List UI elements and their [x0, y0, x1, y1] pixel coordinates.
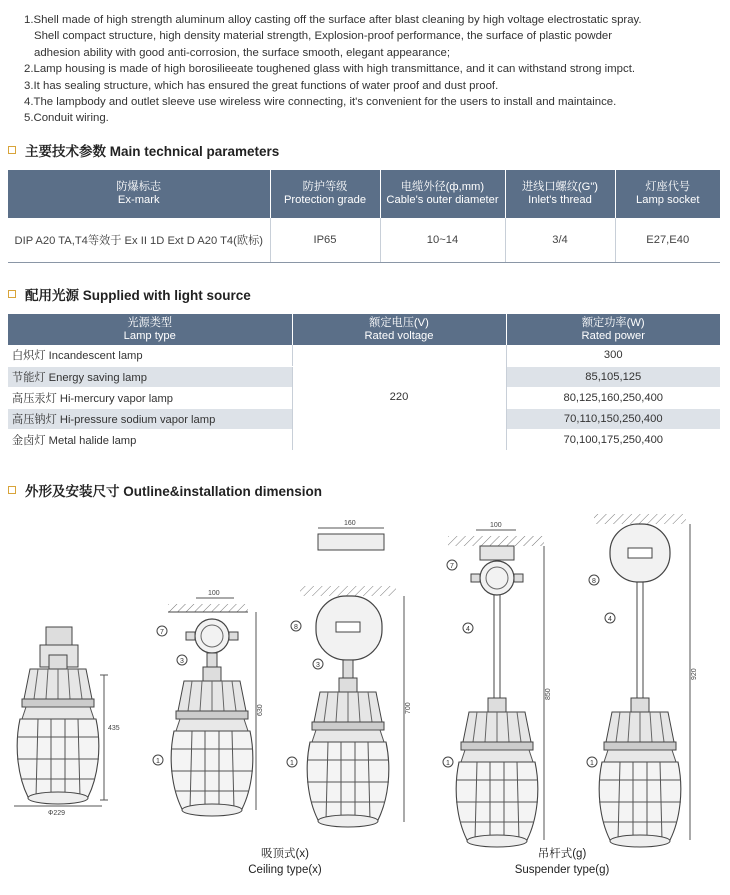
- feature-line-3: 3.It has sealing structure, which has ensured the great functions of water proof and dust proof.: [24, 79, 499, 92]
- section-heading-light-source: [8, 284, 251, 304]
- table-header-row: [8, 170, 720, 218]
- callout-1: 1: [446, 760, 450, 767]
- callout-1: 1: [290, 760, 294, 767]
- outline-drawing: [0, 505, 730, 895]
- suspender-type: [448, 522, 552, 847]
- section-title: 外形及安装尺寸 Outline&installation dimension: [25, 484, 323, 499]
- section-heading-parameters: [8, 140, 279, 160]
- ceiling-type-junction: [168, 590, 264, 816]
- lamp-front-view: [14, 627, 120, 817]
- dim-pendant-width: 100: [490, 522, 502, 529]
- section-heading-outline: [8, 480, 322, 500]
- caption-ceiling-cn: 吸顶式(x): [261, 848, 309, 860]
- cell-protection: IP65: [270, 218, 380, 262]
- lamp-name: 高压钠灯 Hi-pressure sodium vapor lamp: [8, 408, 292, 429]
- lamp-power: 300: [506, 345, 720, 366]
- callout-4: 4: [608, 616, 612, 623]
- caption-suspender-cn: 吊杆式(g): [537, 848, 587, 860]
- callout-4: 4: [466, 626, 470, 633]
- bullet-square-icon: [8, 146, 16, 154]
- cell-socket: E27,E40: [615, 218, 720, 262]
- header-cable: 电缆外径(ф,mm) Cable's outer diameter: [380, 170, 505, 218]
- dim-lamp-diameter: Ф229: [48, 810, 66, 817]
- bullet-square-icon: [8, 486, 16, 494]
- caption-ceiling-type: [230, 846, 340, 878]
- ceiling-type-box: [300, 520, 412, 827]
- callout-7: 7: [450, 563, 454, 570]
- callout-1: 1: [156, 758, 160, 765]
- table-header-row: [8, 314, 720, 345]
- feature-line-1c: adhesion ability with good anti-corrosion, the surface smooth, elegant appearance;: [34, 46, 451, 59]
- suspender-type-box: [594, 514, 698, 847]
- lamp-name: 节能灯 Energy saving lamp: [8, 366, 292, 387]
- lamp-name: 高压汞灯 Hi-mercury vapor lamp: [8, 387, 292, 408]
- header-lamp-type: 光源类型 Lamp type: [8, 314, 292, 345]
- dim-lamp-height: 435: [108, 725, 120, 732]
- lamp-name: 白炽灯 Incandescent lamp: [8, 345, 292, 366]
- parameters-table: [8, 170, 720, 263]
- rated-voltage: 220: [292, 345, 506, 450]
- dim-bracket-width: 160: [344, 520, 356, 527]
- dim-pendant-height: 850: [545, 688, 552, 700]
- feature-line-1: 1.Shell made of high strength aluminum alloy casting off the surface after blast cleaning by high voltage electrostatic spray.: [24, 14, 642, 26]
- callout-8: 8: [592, 578, 596, 585]
- feature-line-4: 4.The lampbody and outlet sleeve use wireless wire connecting, it's convenient for the users to install and maintaince.: [24, 96, 617, 109]
- lamp-power: 80,125,160,250,400: [506, 387, 720, 408]
- lamp-power: 70,110,150,250,400: [506, 408, 720, 429]
- header-inlet: 进线口螺纹(G") Inlet's thread: [505, 170, 615, 218]
- bullet-square-icon: [8, 290, 16, 298]
- features-list: [24, 12, 724, 127]
- dim-ceiling-height: 630: [257, 704, 264, 716]
- caption-suspender-type: [502, 846, 622, 878]
- light-source-table: [8, 314, 720, 451]
- feature-line-5: 5.Conduit wiring.: [24, 112, 109, 125]
- cell-inlet: 3/4: [505, 218, 615, 262]
- header-rated-power: 额定功率(W) Rated power: [506, 314, 720, 345]
- feature-line-1b: Shell compact structure, high density material strength, Explosion-proof performance, the surface of plastic powder: [34, 30, 613, 43]
- cell-cable: 10~14: [380, 218, 505, 262]
- header-ex-mark: 防爆标志 Ex-mark: [8, 170, 270, 218]
- lamp-power: 85,105,125: [506, 366, 720, 387]
- table-row: [8, 345, 720, 366]
- callout-3: 3: [316, 662, 320, 669]
- lamp-power: 70,100,175,250,400: [506, 429, 720, 450]
- callout-1: 1: [590, 760, 594, 767]
- caption-ceiling-en: Ceiling type(x): [248, 864, 322, 876]
- callout-7: 7: [160, 629, 164, 636]
- caption-suspender-en: Suspender type(g): [514, 864, 610, 876]
- header-socket: 灯座代号 Lamp socket: [615, 170, 720, 218]
- feature-line-2: 2.Lamp housing is made of high borosilieeate toughened glass with high transmittance, and it can withstand strong impct.: [24, 63, 636, 76]
- callout-3: 3: [180, 658, 184, 665]
- dim-box-height: 700: [405, 702, 412, 714]
- section-title: 配用光源 Supplied with light source: [25, 288, 251, 303]
- callout-8: 8: [294, 624, 298, 631]
- table-row: [8, 218, 720, 262]
- lamp-name: 金卤灯 Metal halide lamp: [8, 429, 292, 450]
- cell-ex-mark: DIP A20 TA,T4等效于 Ex II 1D Ext D A20 T4(欧标): [8, 218, 270, 262]
- header-rated-voltage: 额定电压(V) Rated voltage: [292, 314, 506, 345]
- section-title: 主要技术参数 Main technical parameters: [25, 144, 280, 159]
- dim-pendant2-height: 920: [691, 668, 698, 680]
- header-protection: 防护等级 Protection grade: [270, 170, 380, 218]
- dim-ceiling-width: 100: [208, 590, 220, 597]
